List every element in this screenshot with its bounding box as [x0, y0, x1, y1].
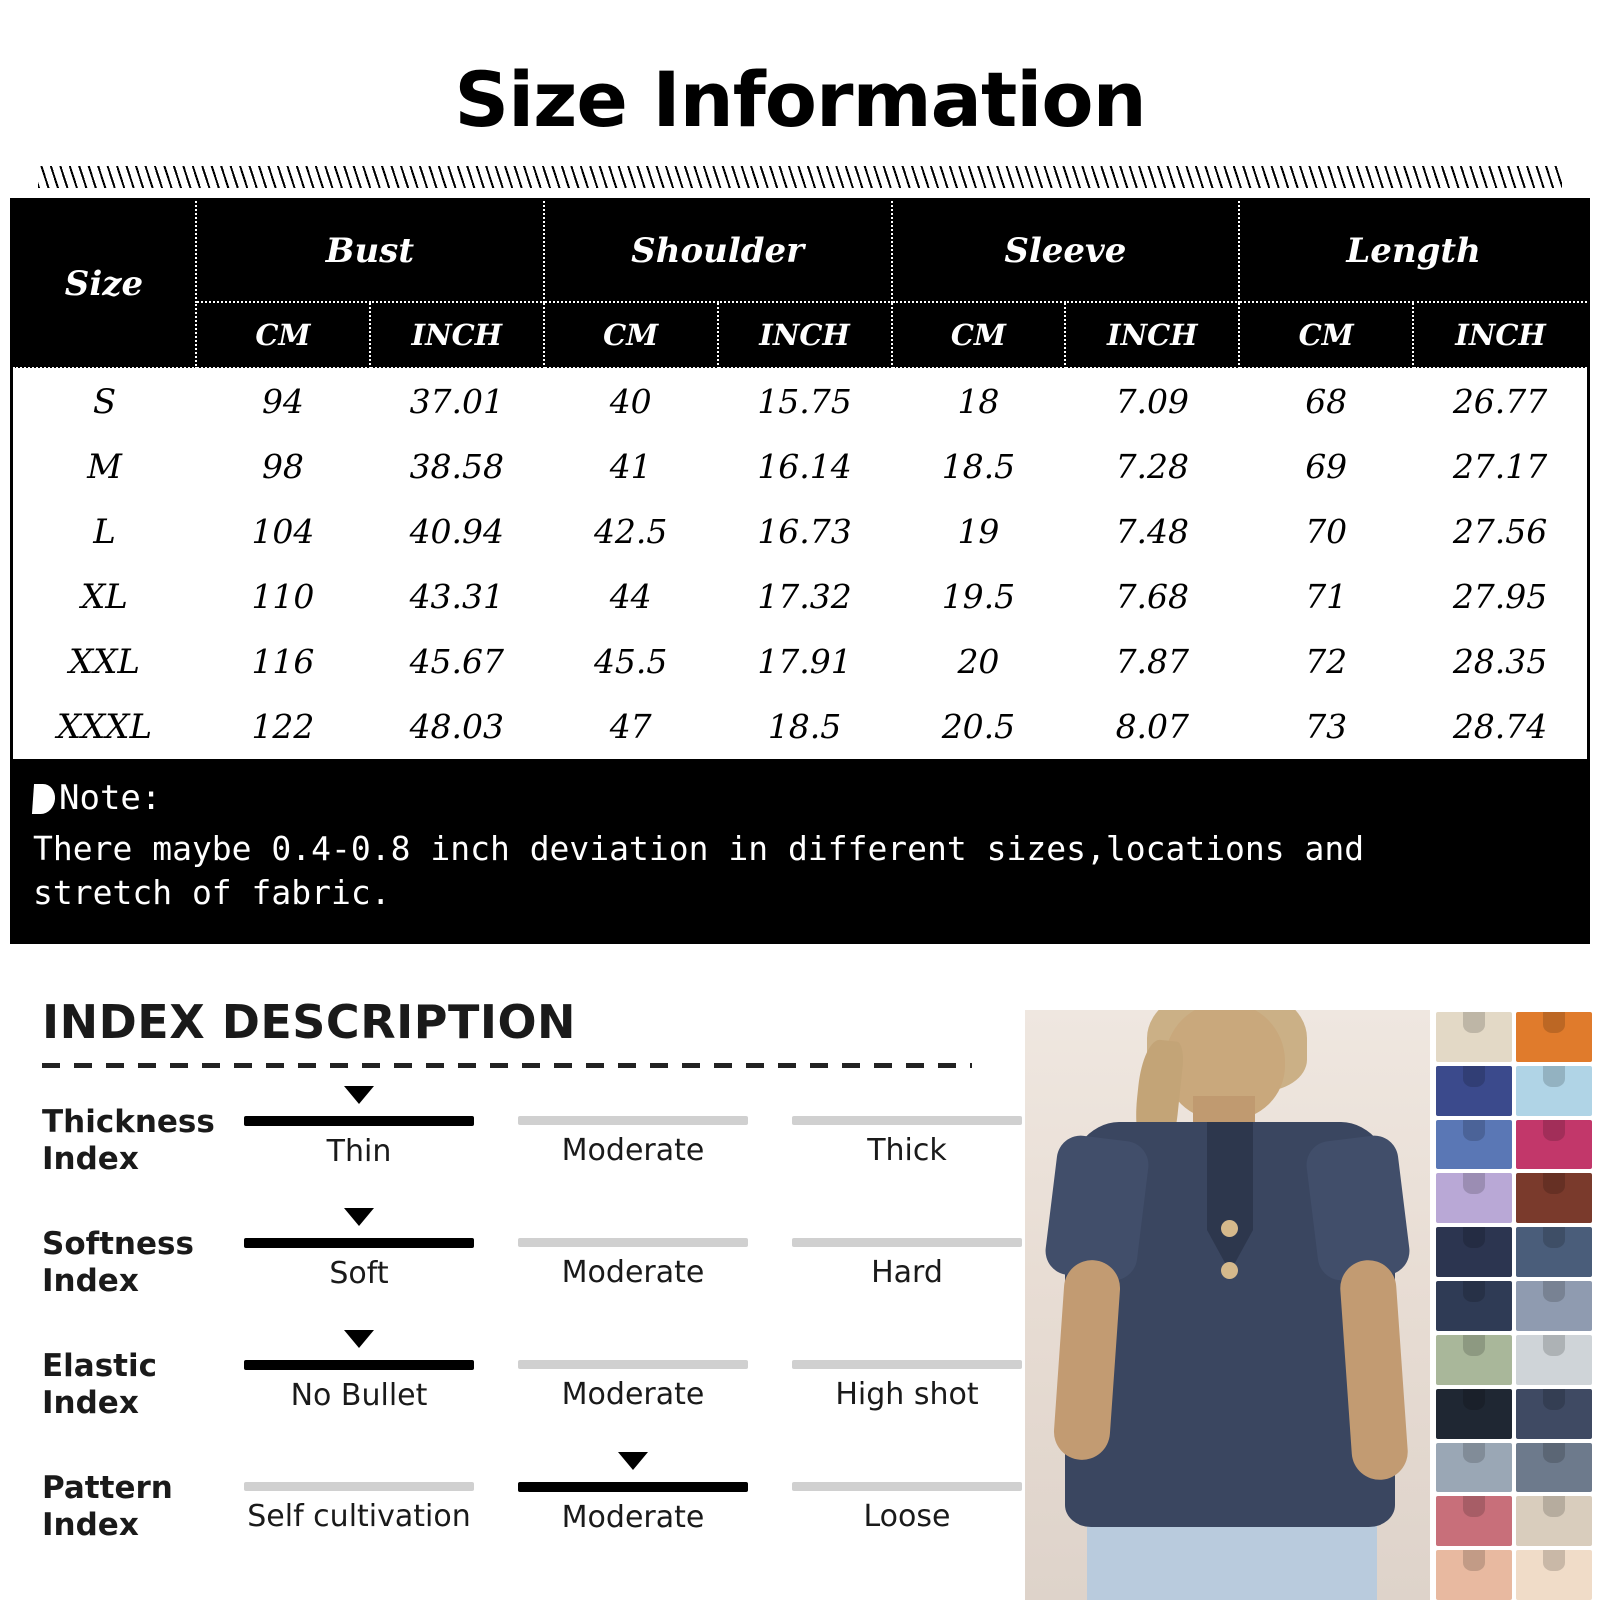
cell-bust-cm: 110 [196, 564, 370, 629]
table-row [13, 368, 1587, 434]
page-title: Size Information [454, 55, 1146, 144]
header-length-cm: CM [1239, 302, 1413, 368]
index-option-label: Moderate [561, 1255, 705, 1290]
color-swatch[interactable] [1516, 1389, 1592, 1439]
cell-sleeve-cm: 19.5 [892, 564, 1066, 629]
cell-sleeve-inch: 7.28 [1065, 434, 1239, 499]
color-swatch[interactable] [1436, 1496, 1512, 1546]
selection-arrow-icon [244, 1330, 474, 1356]
index-option-label: No Bullet [290, 1378, 428, 1413]
index-option-label: Moderate [561, 1377, 705, 1412]
index-row-thickness [42, 1086, 1022, 1208]
selection-arrow-icon [244, 1086, 474, 1112]
index-row-pattern [42, 1452, 1022, 1574]
table-row [13, 629, 1587, 694]
table-row [13, 434, 1587, 499]
color-swatch[interactable] [1516, 1496, 1592, 1546]
cell-sleeve-cm: 20.5 [892, 694, 1066, 759]
index-row-softness [42, 1208, 1022, 1330]
cell-length-inch: 27.95 [1413, 564, 1587, 629]
garment-sleeve-right [1304, 1133, 1412, 1283]
index-divider [42, 1063, 972, 1068]
index-label-softness [42, 1208, 244, 1299]
index-label-line2: Index [42, 1262, 139, 1299]
cell-size: XXXL [13, 694, 196, 759]
header-sleeve-cm: CM [892, 302, 1066, 368]
cell-size: XL [13, 564, 196, 629]
cell-bust-inch: 45.67 [370, 629, 544, 694]
cell-length-cm: 68 [1239, 368, 1413, 434]
index-option-hard[interactable] [792, 1208, 1022, 1291]
color-swatch[interactable] [1516, 1173, 1592, 1223]
cell-length-inch: 28.35 [1413, 629, 1587, 694]
cell-shoulder-cm: 44 [544, 564, 718, 629]
cell-shoulder-inch: 16.73 [718, 499, 892, 564]
cell-bust-cm: 116 [196, 629, 370, 694]
cell-shoulder-cm: 45.5 [544, 629, 718, 694]
garment-button-top [1221, 1220, 1238, 1237]
index-option-moderate[interactable] [518, 1452, 748, 1535]
header-length-inch: INCH [1413, 302, 1587, 368]
color-swatch[interactable] [1436, 1173, 1512, 1223]
cell-sleeve-inch: 7.09 [1065, 368, 1239, 434]
table-unit-header-row [13, 302, 1587, 368]
cell-sleeve-cm: 18.5 [892, 434, 1066, 499]
selection-arrow-placeholder [518, 1330, 748, 1356]
note-bullet-icon [32, 784, 56, 814]
index-row-elastic [42, 1330, 1022, 1452]
index-option-moderate[interactable] [518, 1208, 748, 1291]
header-sleeve-inch: INCH [1065, 302, 1239, 368]
selection-arrow-placeholder [792, 1452, 1022, 1478]
selection-arrow-placeholder [244, 1452, 474, 1478]
cell-size: S [13, 368, 196, 434]
cell-bust-cm: 122 [196, 694, 370, 759]
header-shoulder: Shoulder [544, 201, 892, 302]
index-bar [244, 1238, 474, 1248]
index-option-high-shot[interactable] [792, 1330, 1022, 1413]
index-option-no-bullet[interactable] [244, 1330, 474, 1413]
selection-arrow-placeholder [518, 1208, 748, 1234]
product-photo [1025, 1010, 1430, 1600]
color-swatch[interactable] [1516, 1281, 1592, 1331]
note-line-1: There maybe 0.4-0.8 inch deviation in different sizes,locations and [33, 829, 1365, 869]
index-bar [244, 1482, 474, 1491]
index-label-line1: Thickness [42, 1104, 215, 1140]
cell-shoulder-inch: 18.5 [718, 694, 892, 759]
selection-arrow-placeholder [792, 1208, 1022, 1234]
cell-shoulder-cm: 42.5 [544, 499, 718, 564]
index-option-thin[interactable] [244, 1086, 474, 1169]
color-swatch[interactable] [1436, 1389, 1512, 1439]
note-heading: Note: [59, 778, 162, 818]
table-row [13, 499, 1587, 564]
selection-arrow-placeholder [792, 1330, 1022, 1356]
cell-size: XXL [13, 629, 196, 694]
index-label-line1: Softness [42, 1226, 194, 1262]
index-bar [244, 1116, 474, 1126]
cell-shoulder-inch: 16.14 [718, 434, 892, 499]
cell-length-inch: 27.56 [1413, 499, 1587, 564]
cell-bust-cm: 104 [196, 499, 370, 564]
cell-sleeve-cm: 18 [892, 368, 1066, 434]
color-swatch-grid[interactable] [1436, 1012, 1592, 1600]
table-row [13, 564, 1587, 629]
color-swatch[interactable] [1516, 1335, 1592, 1385]
index-option-label: Thin [326, 1134, 392, 1169]
cell-shoulder-inch: 17.32 [718, 564, 892, 629]
selection-arrow-placeholder [518, 1086, 748, 1112]
header-size: Size [13, 201, 196, 368]
index-option-label: Hard [871, 1255, 943, 1290]
cell-shoulder-cm: 40 [544, 368, 718, 434]
index-options-softness [244, 1208, 1022, 1291]
index-bar [792, 1238, 1022, 1247]
note-heading-row [33, 776, 1567, 821]
cell-shoulder-cm: 41 [544, 434, 718, 499]
color-swatch[interactable] [1436, 1281, 1512, 1331]
index-description-title: INDEX DESCRIPTION [42, 995, 577, 1049]
garment-button-bottom [1221, 1262, 1238, 1279]
cell-length-cm: 70 [1239, 499, 1413, 564]
cell-sleeve-inch: 7.48 [1065, 499, 1239, 564]
selection-arrow-icon [244, 1208, 474, 1234]
index-bar [792, 1360, 1022, 1369]
header-length: Length [1239, 201, 1587, 302]
index-option-soft[interactable] [244, 1208, 474, 1291]
index-options-elastic [244, 1330, 1022, 1413]
note-line-2: stretch of fabric. [33, 873, 391, 913]
cell-bust-inch: 43.31 [370, 564, 544, 629]
cell-bust-cm: 98 [196, 434, 370, 499]
index-bar [244, 1360, 474, 1370]
cell-sleeve-cm: 20 [892, 629, 1066, 694]
cell-bust-inch: 38.58 [370, 434, 544, 499]
cell-bust-cm: 94 [196, 368, 370, 434]
color-swatch[interactable] [1516, 1550, 1592, 1600]
header-shoulder-cm: CM [544, 302, 718, 368]
index-option-label: Self cultivation [247, 1499, 471, 1534]
index-label-line1: Elastic [42, 1348, 157, 1384]
index-option-label: Thick [867, 1133, 947, 1168]
size-table [13, 201, 1587, 759]
index-option-label: Moderate [561, 1500, 705, 1535]
color-swatch[interactable] [1516, 1066, 1592, 1116]
header-sleeve: Sleeve [892, 201, 1240, 302]
header-bust: Bust [196, 201, 544, 302]
index-bar [518, 1116, 748, 1125]
color-swatch[interactable] [1436, 1120, 1512, 1170]
index-label-line2: Index [42, 1140, 139, 1177]
index-option-thick[interactable] [792, 1086, 1022, 1169]
index-bar [792, 1482, 1022, 1491]
header-shoulder-inch: INCH [718, 302, 892, 368]
decorative-hatch-rule [38, 166, 1562, 188]
index-label-line2: Index [42, 1506, 139, 1543]
color-swatch[interactable] [1516, 1227, 1592, 1277]
cell-length-inch: 28.74 [1413, 694, 1587, 759]
index-label-elastic [42, 1330, 244, 1421]
index-bar [518, 1482, 748, 1492]
cell-length-cm: 73 [1239, 694, 1413, 759]
cell-size: M [13, 434, 196, 499]
cell-bust-inch: 37.01 [370, 368, 544, 434]
index-options-pattern [244, 1452, 1022, 1535]
cell-sleeve-inch: 7.68 [1065, 564, 1239, 629]
size-table-body [13, 368, 1587, 759]
color-swatch[interactable] [1436, 1066, 1512, 1116]
color-swatch[interactable] [1516, 1120, 1592, 1170]
selection-arrow-icon [518, 1452, 748, 1478]
index-option-label: Soft [329, 1256, 389, 1291]
index-label-line1: Pattern [42, 1470, 173, 1506]
selection-arrow-placeholder [792, 1086, 1022, 1112]
index-option-moderate[interactable] [518, 1086, 748, 1169]
table-row [13, 694, 1587, 759]
index-option-label: High shot [835, 1377, 979, 1412]
color-swatch[interactable] [1436, 1550, 1512, 1600]
index-bar [792, 1116, 1022, 1125]
note-block [10, 762, 1590, 944]
cell-length-cm: 69 [1239, 434, 1413, 499]
table-group-header-row [13, 201, 1587, 302]
color-swatch[interactable] [1516, 1012, 1592, 1062]
cell-bust-inch: 48.03 [370, 694, 544, 759]
color-swatch[interactable] [1436, 1335, 1512, 1385]
cell-shoulder-cm: 47 [544, 694, 718, 759]
index-options-thickness [244, 1086, 1022, 1169]
cell-sleeve-cm: 19 [892, 499, 1066, 564]
index-label-pattern [42, 1452, 244, 1543]
index-option-label: Loose [863, 1499, 951, 1534]
index-option-self-cultivation[interactable] [244, 1452, 474, 1535]
color-swatch[interactable] [1436, 1227, 1512, 1277]
index-option-label: Moderate [561, 1133, 705, 1168]
color-swatch[interactable] [1436, 1443, 1512, 1493]
index-option-moderate[interactable] [518, 1330, 748, 1413]
header-bust-inch: INCH [370, 302, 544, 368]
cell-bust-inch: 40.94 [370, 499, 544, 564]
size-table-head [13, 201, 1587, 368]
color-swatch[interactable] [1436, 1012, 1512, 1062]
index-rows [42, 1086, 1022, 1574]
index-bar [518, 1238, 748, 1247]
index-option-loose[interactable] [792, 1452, 1022, 1535]
cell-length-inch: 27.17 [1413, 434, 1587, 499]
size-table-container [10, 198, 1590, 762]
index-label-thickness [42, 1086, 244, 1177]
cell-length-cm: 71 [1239, 564, 1413, 629]
cell-shoulder-inch: 17.91 [718, 629, 892, 694]
index-bar [518, 1360, 748, 1369]
cell-sleeve-inch: 8.07 [1065, 694, 1239, 759]
cell-size: L [13, 499, 196, 564]
cell-length-cm: 72 [1239, 629, 1413, 694]
header-bust-cm: CM [196, 302, 370, 368]
cell-length-inch: 26.77 [1413, 368, 1587, 434]
index-label-line2: Index [42, 1384, 139, 1421]
color-swatch[interactable] [1516, 1443, 1592, 1493]
cell-shoulder-inch: 15.75 [718, 368, 892, 434]
cell-sleeve-inch: 7.87 [1065, 629, 1239, 694]
